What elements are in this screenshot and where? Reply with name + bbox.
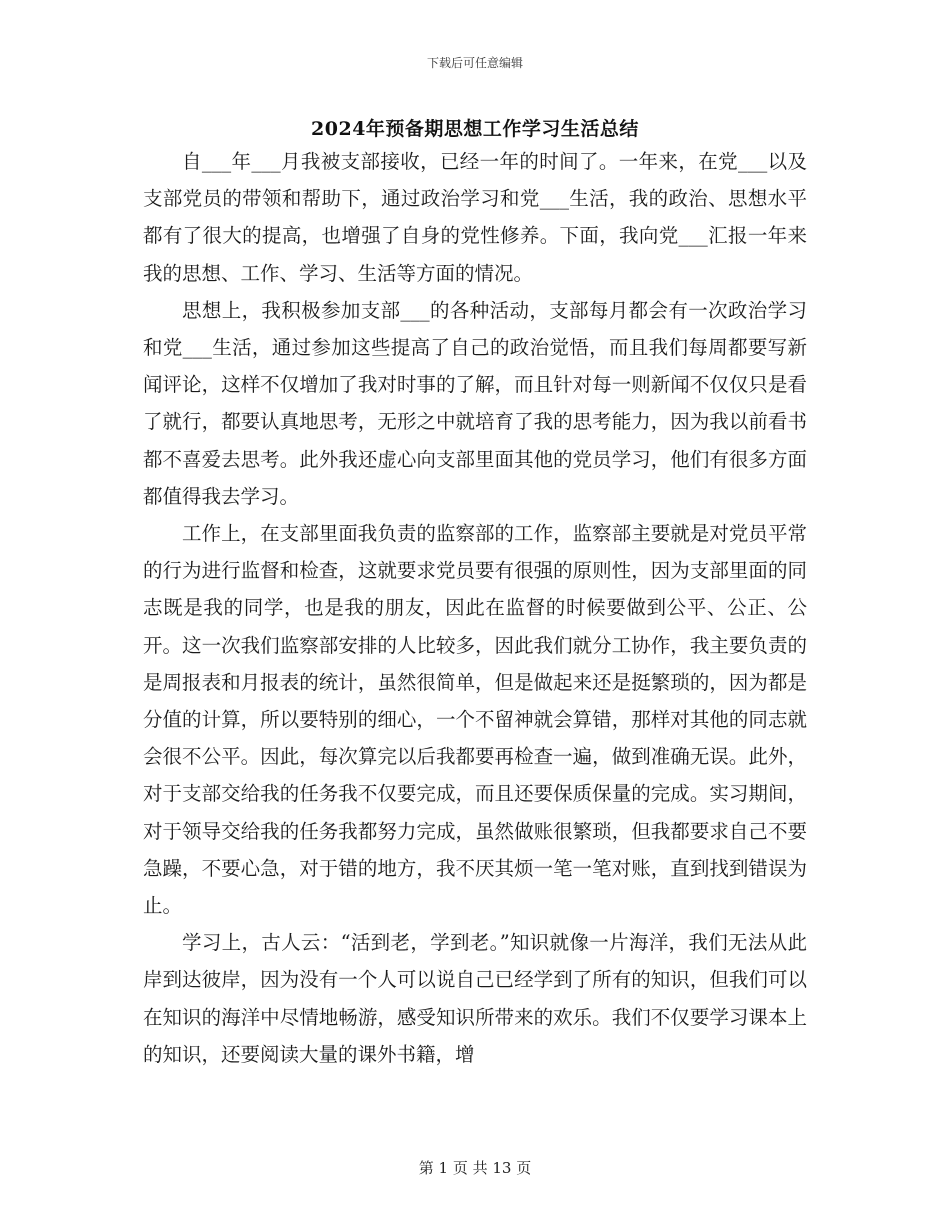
paragraph-work: 工作上，在支部里面我负责的监察部的工作，监察部主要就是对党员平常的行为进行监督和检查，这就要求党员要有很强的原则性，因为支部里面的同志既是我的同学，也是我的朋友，因此在监督的时候要做到公平、公正、公开。这一次我们监察部安排的人比较多，因此我们就分工协作，我主要负责的是周报表和月报表的统计，虽然很简单，但是做起来还是挺繁琐的，因为都是分值的计算，所以要特别的细心，一个不留神就会算错，那样对其他的同志就会很不公平。因此，每次算完以后我都要再检查一遍，做到准确无误。此外，对于支部交给我的任务我不仅要完成，而且还要保质保量的完成。实习期间，对于领导交给我的任务我都努力完成，虽然做账很繁琐，但我都要求自己不要急躁，不要心急，对于错的地方，我不厌其烦一笔一笔对账，直到找到错误为止。 [143, 522, 807, 918]
paragraph-intro: 自___年___月我被支部接收，已经一年的时间了。一年来，在党___以及支部党员的带领和帮助下，通过政治学习和党___生活，我的政治、思想水平都有了很大的提高，也增强了自身的党性修养。下面，我向党___汇报一年来我的思想、工作、学习、生活等方面的情况。 [143, 150, 807, 285]
paragraph-thought: 思想上，我积极参加支部___的各种活动，支部每月都会有一次政治学习和党___生活，通过参加这些提高了自己的政治觉悟，而且我们每周都要写新闻评论，这样不仅增加了我对时事的了解，而且针对每一则新闻不仅仅只是看了就行，都要认真地思考，无形之中就培育了我的思考能力，因为我以前看书都不喜爱去思考。此外我还虚心向支部里面其他的党员学习，他们有很多方面都值得我去学习。 [143, 298, 807, 508]
page-number: 第 1 页 共 13 页 [418, 1159, 532, 1177]
paragraph-study: 学习上，古人云：“活到老，学到老。”知识就像一片海洋，我们无法从此岸到达彼岸，因为没有一个人可以说自己已经学到了所有的知识，但我们可以在知识的海洋中尽情地畅游，感受知识所带来的欢乐。我们不仅要学习课本上的知识，还要阅读大量的课外书籍，增 [143, 931, 807, 1066]
page-header-note: 下载后可任意编辑 [426, 56, 523, 70]
document-title: 2024年预备期思想工作学习生活总结 [311, 118, 639, 140]
document-body [143, 143, 807, 1073]
